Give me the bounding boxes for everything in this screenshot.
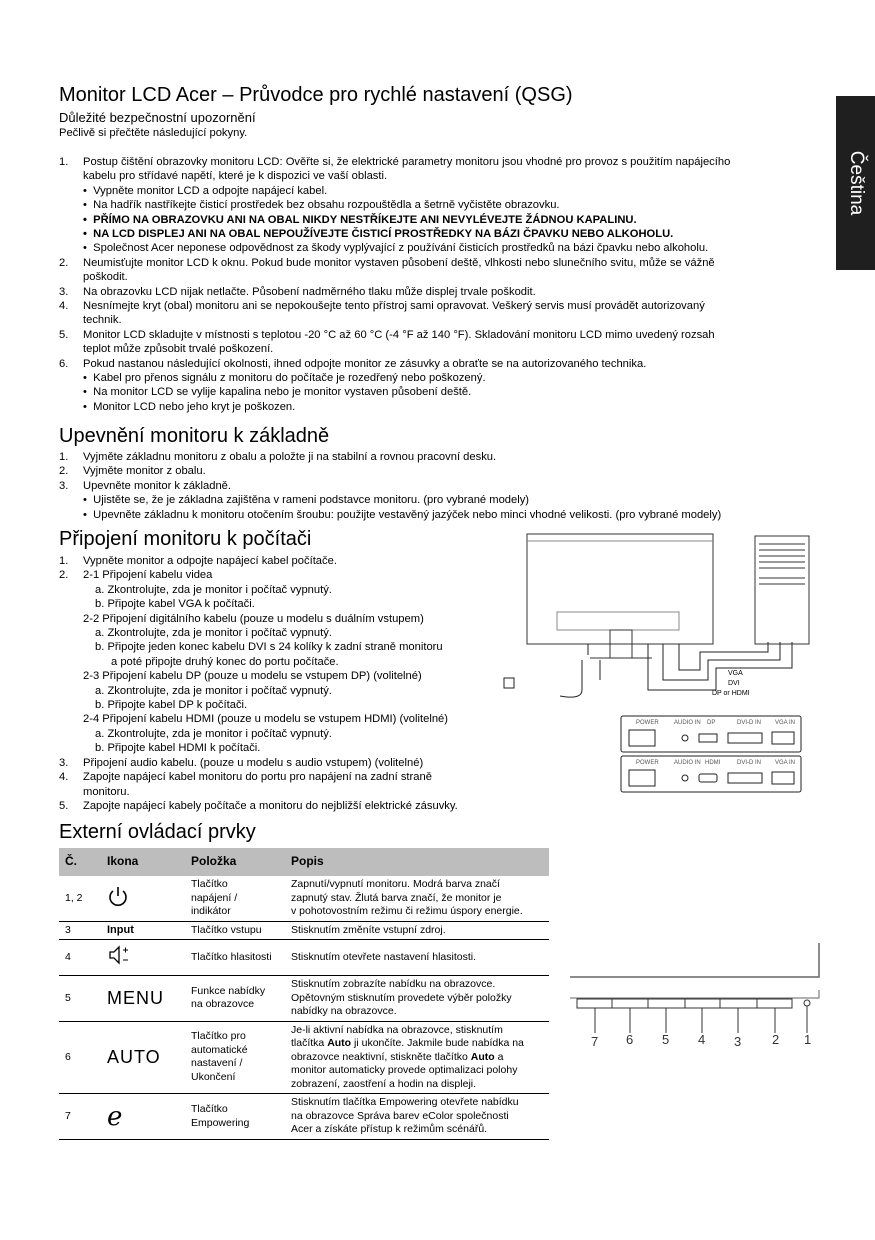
bullet-text: Společnost Acer neponese odpovědnost za škody vyplývající z používání čisticích prostředků na bázi čpavku nebo alkoholu. [93,242,709,255]
item-text: Zapojte napájecí kabel monitoru do portu pro napájení na zadní straně [83,771,432,784]
list-item [59,256,819,285]
list-item: monitoru. [83,785,130,798]
connection-diagram [500,530,820,800]
hdmi-port-label: HDMI [705,760,721,766]
item-name: Funkce nabídky na obrazovce [185,976,285,1022]
port-panel-hdmi [621,756,801,792]
controls-table [59,848,549,1140]
list-item: a. Zkontrolujte, zda je monitor i počítač vypnutý. [95,583,332,596]
cleaning-bullets [83,184,819,256]
col-header: Č. [59,848,101,876]
list-item: a. Zkontrolujte, zda je monitor i počítač vypnutý. [95,684,332,697]
item-text: Postup čištění obrazovky monitoru LCD: Ověřte si, že elektrické parametry monitoru jsou vhodné pro provoz s použitím napájecího [83,156,731,168]
vga-port-label: VGA IN [775,760,796,766]
row-number: 1, 2 [59,876,101,921]
list-item: • NA LCD DISPLEJ ANI NA OBAL NEPOUŽÍVEJTE ČISTICÍ PROSTŘEDKY NA BÁZI ČPAVKU NEBO ALKOHOLU. [83,228,674,241]
row-number: 7 [59,1094,101,1140]
language-tab-label: Čeština [845,150,867,216]
item-number: 3. [59,285,69,298]
item-text: Na obrazovku LCD nijak netlačte. Působení nadměrného tlaku může displej trvale poškodit. [83,285,536,298]
item-text: Monitor LCD skladujte v místnosti s teplotou -20 °C až 60 °C (-4 °F až 140 °F). Skladování monitoru LCD mimo uvedený rozsah [83,328,715,341]
item-number: 2. [59,465,69,478]
item-number: 2. [59,569,69,582]
list-item [59,554,519,568]
disconnect-bullets [83,371,819,414]
item-text: poškodit. [83,271,128,284]
item-description: Je-li aktivní nabídka na obrazovce, stisknutím tlačítka Auto ji ukončíte. Jakmile bude nabídka na obrazovce neaktivní, stiskněte tlačítko Auto a monitor automaticky provede optimalizaci polohy zobrazení, zaostření a hodin na displeji. [285,1021,549,1094]
item-text: Upevněte monitor k základně. [83,479,232,492]
item-text: Zapojte napájecí kabely počítače a monitoru do nejbližší elektrické zásuvky. [83,799,458,812]
dvi-port-icon [728,773,762,783]
item-number: 4. [59,771,69,784]
safety-intro: Pečlivě si přečtěte následující pokyny. [59,127,248,139]
controls-heading: Externí ovládací prvky [59,821,256,843]
item-text: Připojení audio kabelu. (pouze u modelu s audio vstupem) (volitelné) [83,756,424,769]
empowering-icon: e [101,1094,185,1140]
monitor-back-illustration [527,534,713,658]
dvi-cable-label: DVI [728,680,740,687]
col-header: Popis [285,848,549,876]
vga-port-icon [772,732,794,744]
dvi-port-label: DVI-D IN [737,720,761,726]
bullet-text: Upevněte základnu k monitoru otočením šroubu: použijte vestavěný jazýček nebo minci vhodné velikosti. (pro vybrané modely) [93,508,722,521]
item-text: kabelu pro střídavé napětí, které je k dispozici ve vaší oblasti. [83,170,388,183]
auto-icon: AUTO [101,1021,185,1094]
button-number-4: 4 [698,1032,706,1047]
row-number: 6 [59,1021,101,1094]
list-item: a. Zkontrolujte, zda je monitor i počítač vypnutý. [95,727,332,740]
button-number-2: 2 [772,1032,780,1047]
language-tab [836,96,875,270]
power-port-icon [629,730,655,746]
list-item: 2-4 Připojení kabelu HDMI (pouze u modelu se vstupem HDMI) (volitelné) [83,713,448,726]
dvi-port-icon [728,733,762,743]
connect-heading: Připojení monitoru k počítači [59,528,312,550]
power-port-label: POWER [636,760,659,766]
item-text: Neumisťujte monitor LCD k oknu. Pokud bude monitor vystaven působení deště, vlhkosti nebo slunečního svitu, může se vážně [83,256,715,269]
list-item [59,479,819,493]
list-item: • Kabel pro přenos signálu z monitoru do počítače je rozedřený nebo poškozený. [83,372,486,384]
list-item [59,155,819,184]
list-item: a poté připojte druhý konec do portu počítače. [111,655,339,668]
dp-hdmi-cable-label: DP or HDMI [712,690,750,697]
item-text: Vyjměte základnu monitoru z obalu a položte ji na stabilní a rovnou pracovní desku. [83,451,497,463]
vga-port-label: VGA IN [775,720,796,726]
list-item [59,770,519,784]
item-description: Stisknutím změníte vstupní zdroj. [285,921,549,940]
audio-port-icon [682,775,688,781]
table-row [59,1094,549,1140]
bullet-text: Ujistěte se, že je základna zajištěna v rameni podstavce monitoru. (pro vybrané modely) [93,494,530,507]
table-header [59,848,549,876]
hdmi-port-icon [699,774,717,782]
row-number: 3 [59,921,101,940]
item-description: Zapnutí/vypnutí monitoru. Modrá barva značí zapnutý stav. Žlutá barva značí, že monitor je v pohotovostním režimu či režimu úspory energie. [285,876,549,921]
item-number: 4. [59,300,69,313]
list-item: • Na monitor LCD se vylije kapalina nebo je monitor vystaven působení deště. [83,386,472,399]
item-text: Vypněte monitor a odpojte napájecí kabel počítače. [83,555,337,567]
list-item: 2-3 Připojení kabelu DP (pouze u modelu se vstupem DP) (volitelné) [83,670,422,683]
item-description: Stisknutím tlačítka Empowering otevřete nabídku na obrazovce Správa barev eColor společnosti Acer a získáte přístup k režimům scénářů. [285,1094,549,1140]
base-bullets [83,493,819,522]
vga-port-icon [772,772,794,784]
table-row [59,940,549,976]
page-title: Monitor LCD Acer – Průvodce pro rychlé nastavení (QSG) [59,84,573,106]
button-number-6: 6 [626,1032,634,1047]
power-port-icon [629,770,655,786]
row-number: 4 [59,940,101,976]
item-number: 3. [59,479,69,492]
list-item [59,357,819,371]
item-text: 2-1 Připojení kabelu videa [83,569,213,582]
bullet-text: Vypněte monitor LCD a odpojte napájecí kabel. [93,184,328,197]
cables [560,642,792,697]
speaker-icon [101,940,185,976]
power-plug-icon [504,678,514,688]
col-header: Položka [185,848,285,876]
item-number: 5. [59,799,69,812]
item-number: 2. [59,256,69,269]
item-name: Tlačítko pro automatické nastavení / Ukončení [185,1021,285,1094]
bullet-text: Na hadřík nastříkejte čisticí prostředek bez obsahu rozpouštědla a šetrně vyčistěte obrazovku. [93,199,560,212]
dp-port-label: DP [707,720,716,726]
item-number: 1. [59,451,69,463]
col-header: Ikona [101,848,185,876]
item-name: Tlačítko hlasitosti [185,940,285,976]
audio-port-label: AUDIO IN [674,760,701,766]
button-number-3: 3 [734,1034,742,1049]
safety-heading: Důležité bezpečnostní upozornění [59,110,256,125]
list-item: b. Připojte kabel HDMI k počítači. [95,742,261,755]
bullet-text: Monitor LCD nebo jeho kryt je poškozen. [93,400,296,413]
list-item: • Monitor LCD nebo jeho kryt je poškozen. [83,400,296,413]
item-number: 1. [59,156,69,168]
safety-list [59,155,819,414]
button-number-7: 7 [591,1034,599,1049]
list-item: a. Zkontrolujte, zda je monitor i počítač vypnutý. [95,627,332,640]
item-name: Tlačítko vstupu [185,921,285,940]
item-name: Tlačítko napájení / indikátor [185,876,285,921]
power-port-label: POWER [636,720,659,726]
item-text: Pokud nastanou následující okolnosti, ihned odpojte monitor ze zásuvky a obraťte se na autorizovaného technika. [83,357,647,370]
table-row [59,876,549,921]
dvi-port-label: DVI-D IN [737,760,761,766]
item-description: Stisknutím otevřete nastavení hlasitosti. [285,940,549,976]
list-item: • Na hadřík nastříkejte čisticí prostředek bez obsahu rozpouštědla a šetrně vyčistěte obrazovku. [83,199,560,212]
table-row [59,976,549,1022]
item-description: Stisknutím zobrazíte nabídku na obrazovce. Opětovným stisknutím provedete výběr položky nabídky na obrazovce. [285,976,549,1022]
computer-tower-illustration [755,536,809,644]
item-text: teplot může způsobit trvalé poškození. [83,343,274,356]
list-item: 2-2 Připojení digitálního kabelu (pouze u modelu s duálním vstupem) [83,612,424,625]
list-item: • Společnost Acer neponese odpovědnost za škody vyplývající z používání čisticích prostředků na bázi čpavku nebo alkoholu. [83,242,709,255]
bullet-text: Na monitor LCD se vylije kapalina nebo je monitor vystaven působení deště. [93,386,472,399]
item-number: 1. [59,555,69,567]
list-item [59,299,819,328]
list-item: b. Připojte jeden konec kabelu DVI s 24 kolíky k zadní straně monitoru [95,641,443,654]
power-icon [101,876,185,921]
menu-icon: MENU [101,976,185,1022]
list-item [59,756,519,770]
button-number-1: 1 [804,1032,812,1047]
list-item: b. Připojte kabel DP k počítači. [95,699,248,712]
button-number-5: 5 [662,1032,670,1047]
audio-port-label: AUDIO IN [674,720,701,726]
list-item: • Upevněte základnu k monitoru otočením šroubu: použijte vestavěný jazýček nebo minci vhodné velikosti. (pro vybrané modely) [83,508,722,521]
item-text: Nesnímejte kryt (obal) monitoru ani se nepokoušejte tento přístroj sami opravovat. Veškerý servis musí provádět autorizovaný [83,300,705,313]
dp-port-icon [699,734,717,742]
bullet-text: Kabel pro přenos signálu z monitoru do počítače je rozedřený nebo poškozený. [93,372,486,384]
list-item [59,328,819,357]
connect-list [59,554,519,813]
base-list [59,450,819,522]
table-row [59,921,549,940]
item-number: 6. [59,357,69,370]
list-item: • Ujistěte se, že je základna zajištěna v rameni podstavce monitoru. (pro vybrané modely) [83,494,530,507]
input-icon: Input [101,921,185,940]
list-item: b. Připojte kabel VGA k počítači. [95,598,255,611]
item-text: technik. [83,314,122,327]
list-item: • PŘÍMO NA OBRAZOVKU ANI NA OBAL NIKDY NESTŘÍKEJTE ANI NEVYLÉVEJTE ŽÁDNOU KAPALINU. [83,213,637,226]
list-item [59,568,519,582]
bullet-text: PŘÍMO NA OBRAZOVKU ANI NA OBAL NIKDY NESTŘÍKEJTE ANI NEVYLÉVEJTE ŽÁDNOU KAPALINU. [93,213,637,226]
list-item [59,799,519,813]
bullet-text: NA LCD DISPLEJ ANI NA OBAL NEPOUŽÍVEJTE ČISTICÍ PROSTŘEDKY NA BÁZI ČPAVKU NEBO ALKOHOLU. [93,228,674,241]
port-panel-dp [621,716,801,752]
item-name: Tlačítko Empowering [185,1094,285,1140]
list-item: • Vypněte monitor LCD a odpojte napájecí kabel. [83,184,328,197]
vga-cable-label: VGA [728,670,743,677]
bezel-buttons-diagram [565,940,825,1060]
list-item [59,285,819,299]
item-number: 3. [59,756,69,769]
table-row [59,1021,549,1094]
audio-port-icon [682,735,688,741]
item-number: 5. [59,328,69,341]
list-item [59,464,819,478]
base-heading: Upevnění monitoru k základně [59,425,330,447]
row-number: 5 [59,976,101,1022]
list-item [59,450,819,464]
item-text: Vyjměte monitor z obalu. [83,465,206,478]
power-led-icon [804,1000,810,1006]
